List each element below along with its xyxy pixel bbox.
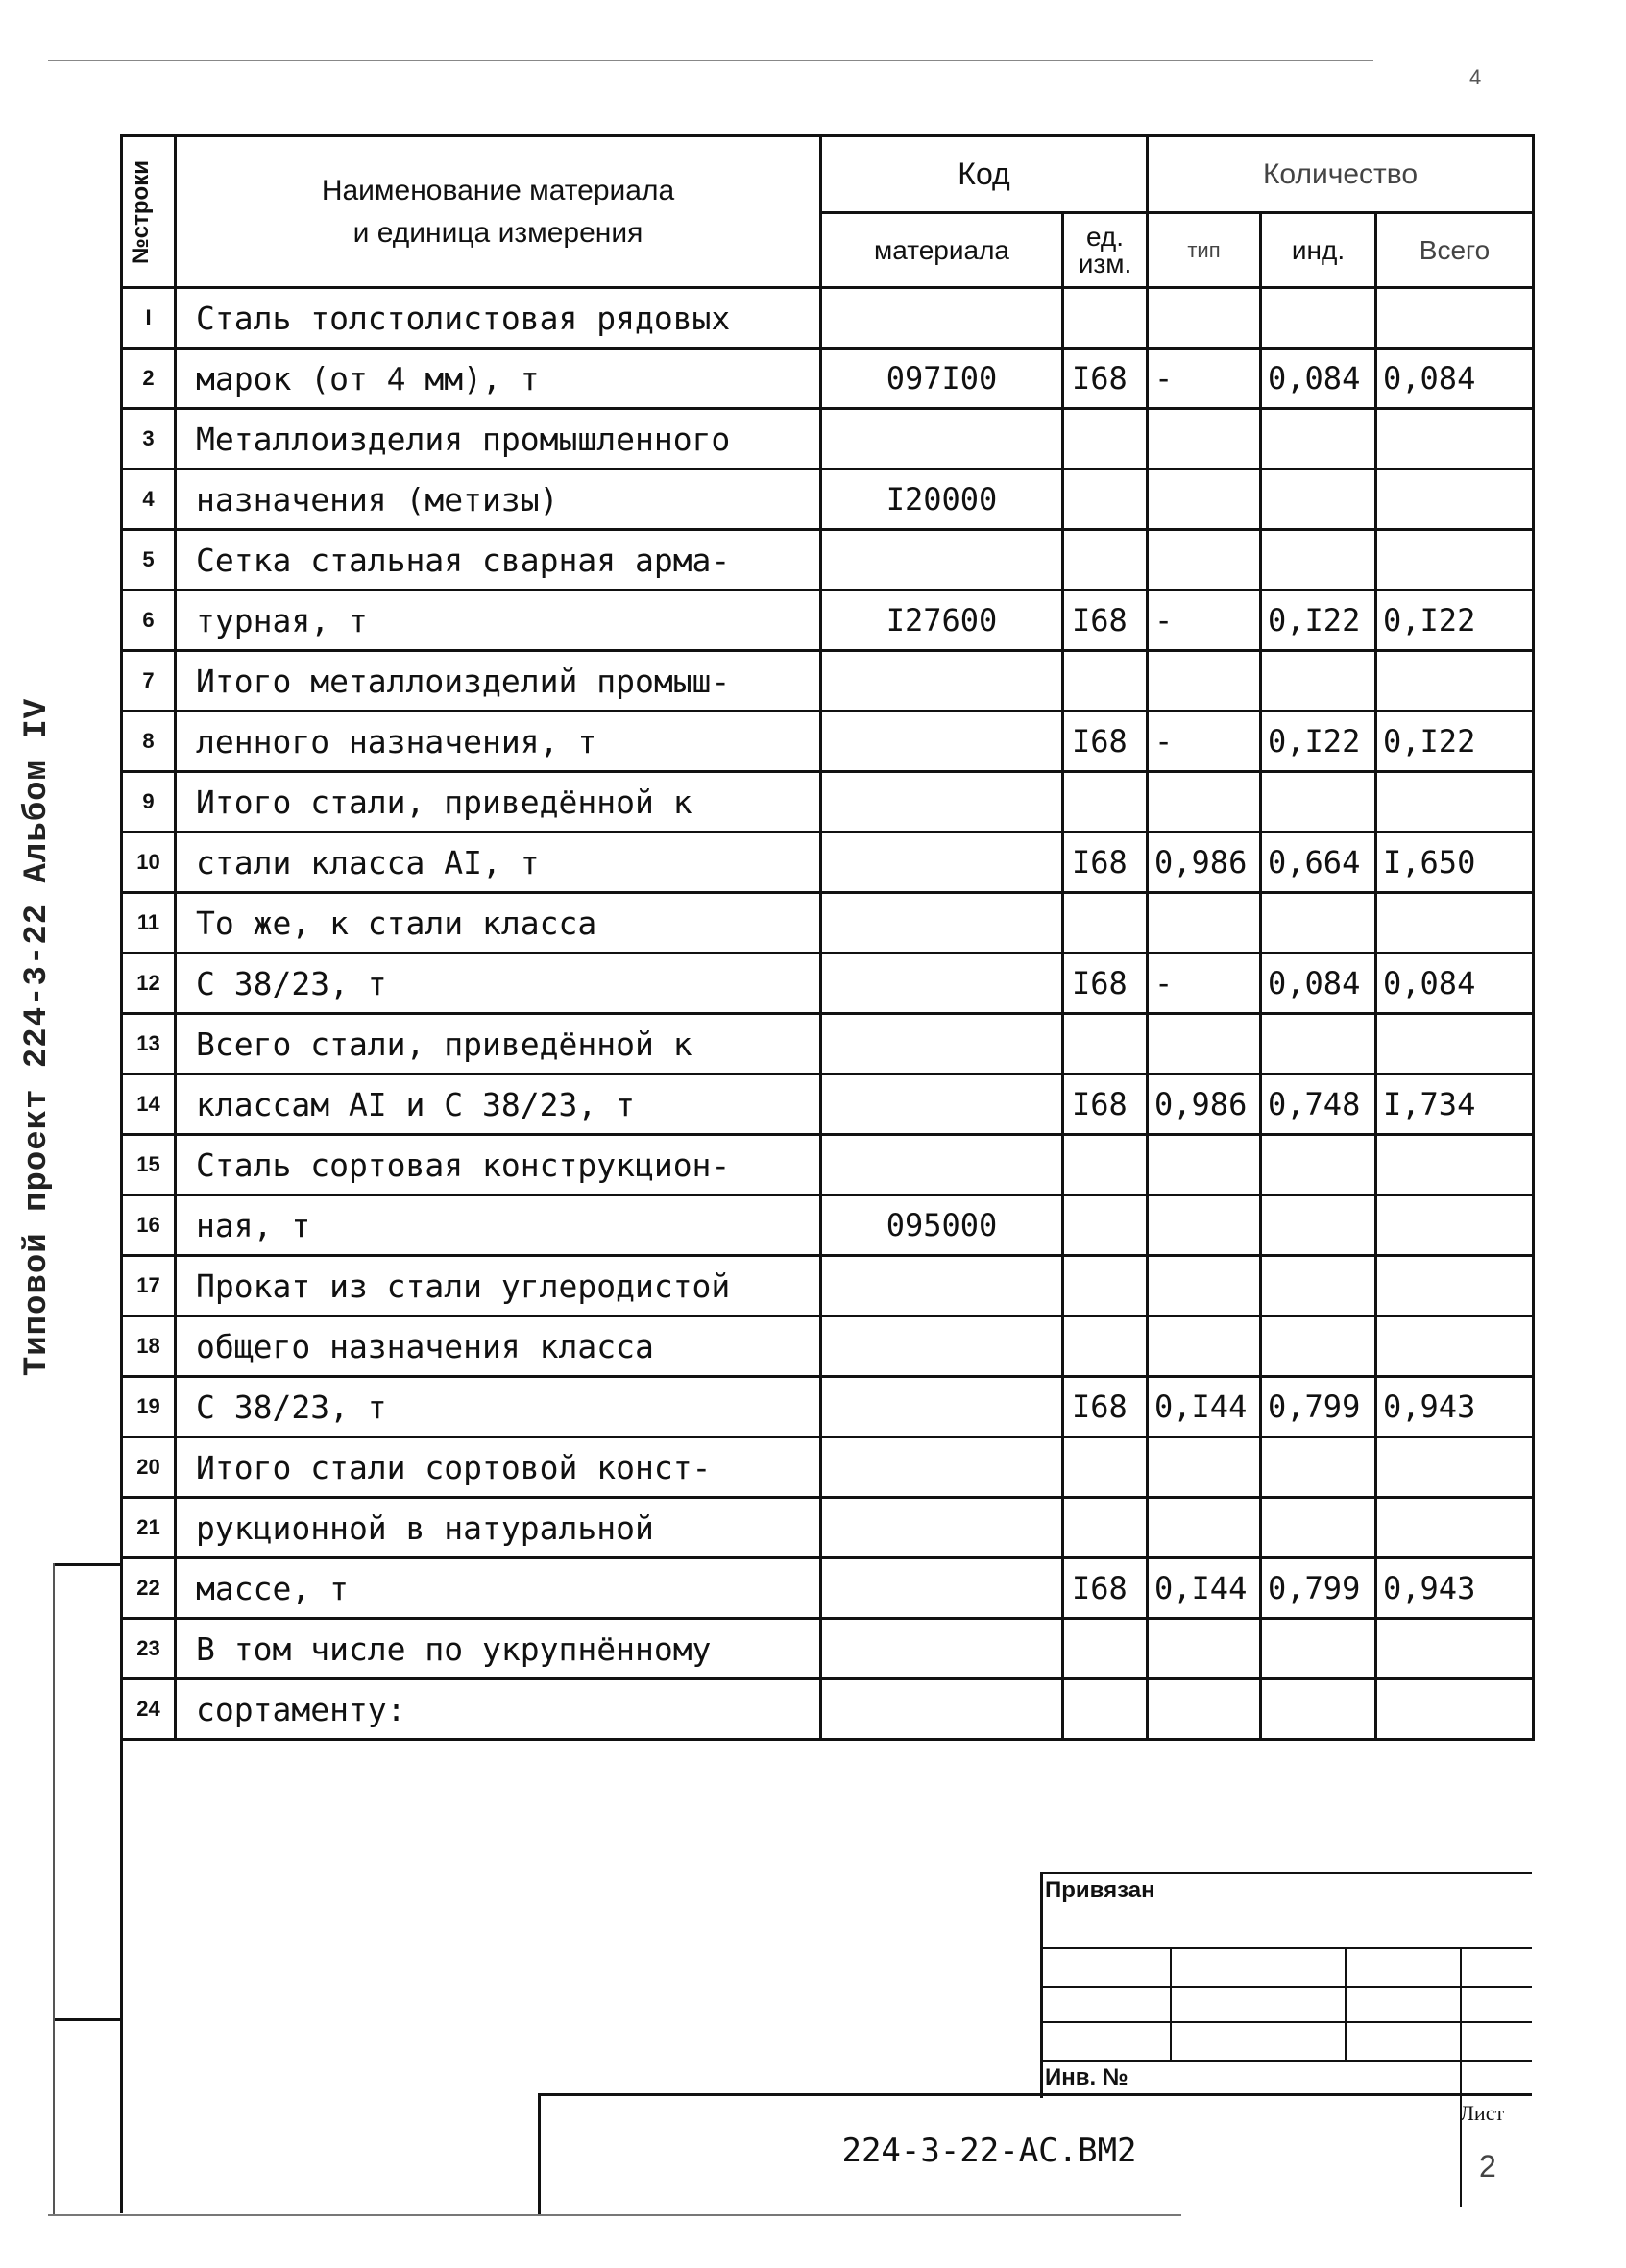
qty-typ-cell: - <box>1148 712 1261 772</box>
material-name-cell: рукционной в натуральной <box>176 1498 821 1558</box>
table-row <box>122 1619 1534 1679</box>
row-number-cell: 14 <box>122 1074 176 1135</box>
qty-typ-cell: 0,I44 <box>1148 1558 1261 1619</box>
qty-total-cell <box>1376 651 1534 712</box>
table-row <box>122 712 1534 772</box>
row-number-cell: 21 <box>122 1498 176 1558</box>
qty-typ-cell <box>1148 1437 1261 1498</box>
unit-code-cell: I68 <box>1063 591 1148 651</box>
row-number-cell: 8 <box>122 712 176 772</box>
stamp-col-2 <box>1345 1947 1347 2060</box>
qty-ind-cell <box>1261 470 1376 530</box>
unit-code-cell <box>1063 1256 1148 1316</box>
row-number-cell: 23 <box>122 1619 176 1679</box>
stamp-line-1 <box>1040 1947 1532 1949</box>
qty-ind-cell <box>1261 288 1376 349</box>
table-row <box>122 470 1534 530</box>
qty-total-cell <box>1376 1437 1534 1498</box>
stamp-col-3 <box>1460 1947 1462 2207</box>
table-row <box>122 409 1534 470</box>
qty-total-cell <box>1376 1195 1534 1256</box>
quantity-header: Количество <box>1148 136 1534 213</box>
material-name-cell: В том числе по укрупнённому <box>176 1619 821 1679</box>
qty-total-cell: 0,I22 <box>1376 591 1534 651</box>
table-row <box>122 349 1534 409</box>
material-name-cell: ленного назначения, т <box>176 712 821 772</box>
qty-ind-cell <box>1261 1498 1376 1558</box>
qty-ind-cell <box>1261 409 1376 470</box>
material-name-cell: сортаменту: <box>176 1679 821 1740</box>
qty-total-cell: I,650 <box>1376 832 1534 893</box>
qty-ind-cell: 0,I22 <box>1261 712 1376 772</box>
material-code-cell <box>821 1074 1063 1135</box>
qty-typ-cell <box>1148 1619 1261 1679</box>
qty-ind-cell <box>1261 772 1376 832</box>
material-name-cell: назначения (метизы) <box>176 470 821 530</box>
qty-total-cell: 0,I22 <box>1376 712 1534 772</box>
qty-total-cell <box>1376 409 1534 470</box>
qty-ind-cell: 0,664 <box>1261 832 1376 893</box>
top-scan-line <box>48 60 1373 61</box>
material-name-cell: турная, т <box>176 591 821 651</box>
material-name-cell: общего назначения класса <box>176 1316 821 1377</box>
material-code-cell <box>821 772 1063 832</box>
table-body <box>122 288 1534 1740</box>
material-code-cell <box>821 953 1063 1014</box>
qty-total-cell <box>1376 1498 1534 1558</box>
table-row <box>122 953 1534 1014</box>
binding-box-top <box>53 1563 122 1566</box>
qty-ind-cell <box>1261 1679 1376 1740</box>
album-side-title: Типовой проект 224-3-22 Альбом IV <box>19 697 56 1377</box>
material-name-cell: Итого металлоизделий промыш- <box>176 651 821 712</box>
qty-total-cell <box>1376 772 1534 832</box>
table-row <box>122 1135 1534 1195</box>
row-number-cell: 19 <box>122 1377 176 1437</box>
row-number-cell: 18 <box>122 1316 176 1377</box>
row-number-cell: 9 <box>122 772 176 832</box>
row-number-cell: 3 <box>122 409 176 470</box>
material-code-cell <box>821 409 1063 470</box>
inventory-number-label: Инв. № <box>1045 2064 1128 2090</box>
qty-ind-cell: 0,084 <box>1261 349 1376 409</box>
table-row <box>122 1377 1534 1437</box>
bottom-scan-line <box>48 2214 1181 2216</box>
materials-table <box>120 134 1535 1741</box>
material-code-cell <box>821 1014 1063 1074</box>
row-number-cell: 17 <box>122 1256 176 1316</box>
title-block-top <box>538 2093 1532 2096</box>
unit-code-cell <box>1063 530 1148 591</box>
unit-code-cell <box>1063 651 1148 712</box>
qty-typ-cell: 0,986 <box>1148 1074 1261 1135</box>
unit-code-cell <box>1063 1619 1148 1679</box>
qty-typ-cell <box>1148 1498 1261 1558</box>
row-number-cell: 5 <box>122 530 176 591</box>
table-row <box>122 1437 1534 1498</box>
qty-ind-cell: 0,799 <box>1261 1558 1376 1619</box>
bound-label: Привязан <box>1045 1877 1155 1903</box>
material-name-cell: С 38/23, т <box>176 1377 821 1437</box>
binding-box-mid <box>53 2018 122 2021</box>
material-code-cell: 097I00 <box>821 349 1063 409</box>
qty-ind-cell <box>1261 1316 1376 1377</box>
material-name-cell: Сетка стальная сварная арма- <box>176 530 821 591</box>
material-code-cell <box>821 651 1063 712</box>
table-row <box>122 772 1534 832</box>
qty-total-cell <box>1376 530 1534 591</box>
unit-code-cell <box>1063 1014 1148 1074</box>
typ-header: тип <box>1148 213 1261 288</box>
corner-mark: 4 <box>1469 65 1482 89</box>
row-number-cell: 2 <box>122 349 176 409</box>
qty-total-cell: I,734 <box>1376 1074 1534 1135</box>
unit-code-cell: I68 <box>1063 712 1148 772</box>
qty-total-cell <box>1376 1014 1534 1074</box>
qty-total-cell: 0,943 <box>1376 1377 1534 1437</box>
table-row <box>122 832 1534 893</box>
material-code-cell: I20000 <box>821 470 1063 530</box>
table-row <box>122 591 1534 651</box>
material-name-cell: Металлоизделия промышленного <box>176 409 821 470</box>
sheet-number: 2 <box>1479 2149 1496 2184</box>
qty-typ-cell: 0,986 <box>1148 832 1261 893</box>
qty-ind-cell <box>1261 530 1376 591</box>
unit-code-cell <box>1063 1135 1148 1195</box>
unit-code-cell <box>1063 470 1148 530</box>
row-number-cell: 24 <box>122 1679 176 1740</box>
unit-code-cell <box>1063 409 1148 470</box>
unit-code-cell <box>1063 288 1148 349</box>
table-row <box>122 1679 1534 1740</box>
stamp-line-2 <box>1040 1986 1532 1988</box>
table-row <box>122 1014 1534 1074</box>
qty-ind-cell <box>1261 1619 1376 1679</box>
row-number-cell: 20 <box>122 1437 176 1498</box>
ind-header: инд. <box>1261 213 1376 288</box>
material-code-cell <box>821 1619 1063 1679</box>
material-name-cell: Итого стали, приведённой к <box>176 772 821 832</box>
material-code-cell <box>821 1256 1063 1316</box>
unit-code-cell <box>1063 1195 1148 1256</box>
stamp-line-3 <box>1040 2021 1532 2023</box>
qty-total-cell: 0,084 <box>1376 953 1534 1014</box>
qty-ind-cell: 0,084 <box>1261 953 1376 1014</box>
table-row <box>122 651 1534 712</box>
table-row <box>122 1558 1534 1619</box>
row-number-cell: 12 <box>122 953 176 1014</box>
stamp-col-1 <box>1170 1947 1172 2060</box>
material-name-cell: То же, к стали класса <box>176 893 821 953</box>
stamp-line-4 <box>1040 2060 1532 2062</box>
qty-total-cell <box>1376 470 1534 530</box>
unit-code-cell <box>1063 893 1148 953</box>
name-header: Наименование материала и единица измерения <box>176 136 821 288</box>
material-name-cell: Сталь сортовая конструкцион- <box>176 1135 821 1195</box>
row-number-cell: I <box>122 288 176 349</box>
unit-code-cell: I68 <box>1063 832 1148 893</box>
qty-typ-cell <box>1148 409 1261 470</box>
material-code-cell <box>821 832 1063 893</box>
qty-ind-cell: 0,748 <box>1261 1074 1376 1135</box>
material-code-cell: 095000 <box>821 1195 1063 1256</box>
qty-typ-cell <box>1148 1256 1261 1316</box>
qty-typ-cell <box>1148 1135 1261 1195</box>
qty-typ-cell: - <box>1148 591 1261 651</box>
row-number-cell: 16 <box>122 1195 176 1256</box>
material-code-cell <box>821 1437 1063 1498</box>
qty-typ-cell <box>1148 1014 1261 1074</box>
material-name-cell: массе, т <box>176 1558 821 1619</box>
qty-ind-cell: 0,I22 <box>1261 591 1376 651</box>
material-code-cell <box>821 1377 1063 1437</box>
qty-typ-cell <box>1148 651 1261 712</box>
unit-code-cell: I68 <box>1063 1377 1148 1437</box>
unit-code-cell: I68 <box>1063 349 1148 409</box>
unit-header: ед. изм. <box>1063 213 1148 288</box>
qty-total-cell <box>1376 288 1534 349</box>
document-code: 224-3-22-АС.ВМ2 <box>841 2132 1137 2170</box>
row-number-cell: 10 <box>122 832 176 893</box>
qty-ind-cell <box>1261 1014 1376 1074</box>
material-code-cell <box>821 712 1063 772</box>
material-name-cell: ная, т <box>176 1195 821 1256</box>
table-row <box>122 1498 1534 1558</box>
row-number-header: №строки <box>122 136 176 288</box>
table-row <box>122 893 1534 953</box>
qty-total-cell <box>1376 1256 1534 1316</box>
stamp-frame-top <box>1040 1872 1532 1874</box>
qty-total-cell <box>1376 1619 1534 1679</box>
table-row <box>122 1195 1534 1256</box>
material-code-header: материала <box>821 213 1063 288</box>
binding-box-left <box>53 1563 55 2216</box>
material-name-cell: классам AI и С 38/23, т <box>176 1074 821 1135</box>
material-code-cell <box>821 1135 1063 1195</box>
unit-code-cell: I68 <box>1063 1074 1148 1135</box>
qty-ind-cell <box>1261 1195 1376 1256</box>
qty-total-cell <box>1376 1316 1534 1377</box>
material-name-cell: Прокат из стали углеродистой <box>176 1256 821 1316</box>
table-row <box>122 288 1534 349</box>
material-name-cell: С 38/23, т <box>176 953 821 1014</box>
table-row <box>122 530 1534 591</box>
row-number-cell: 6 <box>122 591 176 651</box>
qty-ind-cell <box>1261 1256 1376 1316</box>
material-name-cell: Сталь толстолистовая рядовых <box>176 288 821 349</box>
material-name-cell: марок (от 4 мм), т <box>176 349 821 409</box>
qty-ind-cell: 0,799 <box>1261 1377 1376 1437</box>
qty-typ-cell <box>1148 470 1261 530</box>
row-number-cell: 22 <box>122 1558 176 1619</box>
qty-ind-cell <box>1261 893 1376 953</box>
material-code-cell <box>821 530 1063 591</box>
sheet-label: Лист <box>1460 2101 1505 2125</box>
row-number-cell: 7 <box>122 651 176 712</box>
qty-typ-cell: 0,I44 <box>1148 1377 1261 1437</box>
qty-ind-cell <box>1261 1135 1376 1195</box>
unit-code-cell <box>1063 1679 1148 1740</box>
qty-total-cell <box>1376 893 1534 953</box>
table-row <box>122 1256 1534 1316</box>
qty-typ-cell: - <box>1148 953 1261 1014</box>
material-name-cell: Всего стали, приведённой к <box>176 1014 821 1074</box>
qty-total-cell: 0,943 <box>1376 1558 1534 1619</box>
table-row <box>122 1074 1534 1135</box>
qty-total-cell <box>1376 1135 1534 1195</box>
row-number-cell: 15 <box>122 1135 176 1195</box>
material-code-cell <box>821 288 1063 349</box>
material-code-cell <box>821 1316 1063 1377</box>
material-code-cell <box>821 1679 1063 1740</box>
unit-code-cell <box>1063 772 1148 832</box>
code-header: Код <box>821 136 1148 213</box>
table-row <box>122 1316 1534 1377</box>
material-code-cell: I27600 <box>821 591 1063 651</box>
row-number-cell: 4 <box>122 470 176 530</box>
unit-code-cell <box>1063 1498 1148 1558</box>
qty-ind-cell <box>1261 651 1376 712</box>
qty-typ-cell <box>1148 288 1261 349</box>
row-number-cell: 13 <box>122 1014 176 1074</box>
unit-code-cell <box>1063 1437 1148 1498</box>
qty-typ-cell <box>1148 1195 1261 1256</box>
unit-code-cell: I68 <box>1063 1558 1148 1619</box>
material-code-cell <box>821 1558 1063 1619</box>
material-code-cell <box>821 893 1063 953</box>
qty-typ-cell <box>1148 772 1261 832</box>
total-header: Всего <box>1376 213 1534 288</box>
qty-typ-cell: - <box>1148 349 1261 409</box>
qty-typ-cell <box>1148 530 1261 591</box>
qty-typ-cell <box>1148 1316 1261 1377</box>
material-code-cell <box>821 1498 1063 1558</box>
qty-total-cell <box>1376 1679 1534 1740</box>
qty-typ-cell <box>1148 1679 1261 1740</box>
material-name-cell: Итого стали сортовой конст- <box>176 1437 821 1498</box>
unit-code-cell: I68 <box>1063 953 1148 1014</box>
unit-code-cell <box>1063 1316 1148 1377</box>
qty-ind-cell <box>1261 1437 1376 1498</box>
material-name-cell: стали класса AI, т <box>176 832 821 893</box>
qty-total-cell: 0,084 <box>1376 349 1534 409</box>
qty-typ-cell <box>1148 893 1261 953</box>
row-number-cell: 11 <box>122 893 176 953</box>
